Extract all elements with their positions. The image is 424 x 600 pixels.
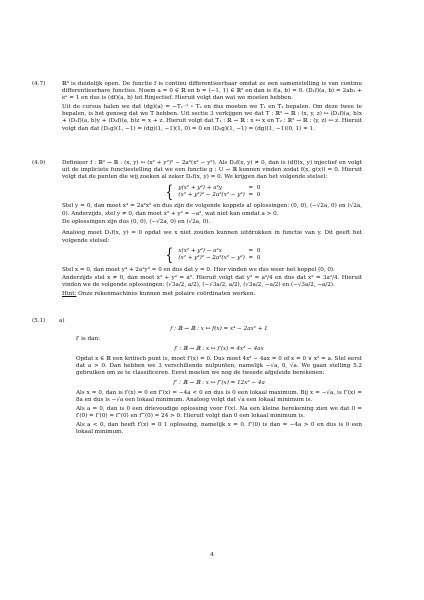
paragraph: Definieer f : ℝ² → ℝ : (x, y) ↦ (x² + y²)² − 2a²(x² − y²). Als D₂f(x, y) ≠ 0, dan is (df)(x, y) injectief en volgt uit de impliciete functiestelling dat we een functie g : U → ℝ kunnen vinden zodat f(x, g(x)) = 0. Hieruit volgt dat de punten die wij zoeken al zeker D₂f(x, y) = 0. We krijgen dan het volgende stelsel: xyxy=(62,160,362,181)
paragraph: Als a < 0, dan heeft f′(x) = 0 1 oplossing, namelijk x = 0. f″(0) is dan = −4a > 0 en dus is 0 een lokaal minimum. xyxy=(76,421,362,435)
hint-text: Onze rekenmachines kunnen met polaire coördinaten werken. xyxy=(76,291,256,298)
exercise-4-9 xyxy=(32,160,362,300)
equation-rhs: 0 xyxy=(256,192,261,199)
paragraph: Opdat x ∈ ℝ een kritisch punt is, moet f′(x) = 0. Dus moet 4x³ − 4ax = 0 of x = 0 ∨ x² = a. Stel eerst dat a > 0. Dan hebben we 3 verschillende nulpunten, namelijk −√a, 0, √a. We gaan stelling 5.2 gebruiken om ze te classificeren. Eerst moeten we nog de tweede afgeleide berekenen: xyxy=(76,356,362,377)
paragraph: Anderzijds stel x ≠ 0, dan moet x² + y² = a². Hieruit volgt dat y² = a²/4 en dus dat x² = 3a²/4. Hieruit vinden we de volgende oplossingen: (√3a/2, a/2), (−√3a/2, a/2), (√3a/2, −a/2) en (−√3a/2, −a/2). xyxy=(62,275,362,289)
subpart-a xyxy=(62,326,362,436)
equation-lhs: (x² + y²)² − 2a²(x² − y²) xyxy=(178,255,245,262)
exercise-4-7 xyxy=(32,81,362,134)
equals-sign: = xyxy=(248,184,254,191)
paragraph: Stel x = 0, dan moet y⁴ + 2a²y² = 0 en dus dat y = 0. Hier vinden we dus weer het koppel (0, 0). xyxy=(62,266,335,273)
paragraph: Stel y = 0, dan moet x⁴ = 2a²x² en dus zijn de volgende koppels al oplossingen: (0, 0), (−√2a, 0) en (√2a, 0). Anderzijds, stel y ≠ 0, dan moet x² + y² = −a², wat niet kan omdat a > 0. xyxy=(62,203,362,217)
brace: { xyxy=(165,182,173,203)
equation-rhs: 0 xyxy=(256,184,261,191)
exercise-number: (4.9) xyxy=(32,160,46,166)
display-equation: f′ : ℝ → ℝ : x ↦ f′(x) = 4x³ − 4ax xyxy=(174,345,264,352)
hint-label: Hint: xyxy=(62,291,77,298)
equation-rhs: 0 xyxy=(256,247,261,254)
exercise-number: (5.1) xyxy=(32,318,46,324)
paragraph: f′ is dan: xyxy=(76,336,100,343)
paragraph: Analoog moet D₁f(x, y) = 0 opdat we x niet zouden kunnen uitdrukken in functie van y. Dit geeft het volgende stelsel: xyxy=(62,230,362,244)
equation-system xyxy=(62,245,362,266)
exercise-5-1 xyxy=(32,318,362,437)
equals-sign: = xyxy=(248,247,254,254)
hint xyxy=(62,291,362,298)
equals-sign: = xyxy=(248,255,254,262)
exercise-number: (4.7) xyxy=(32,81,46,87)
paragraph: Als x = 0, dan is f′(x) = 0 en f″(x) = −4a < 0 en dus is 0 een lokaal maximum. Bij x = −√a, is f″(x) = 8a en dus is −√a een lokaal minimum. Analoog volgt dat √a een lokaal minimum is. xyxy=(76,390,362,404)
equals-sign: = xyxy=(248,192,254,199)
paragraph: Als a = 0, dan is 0 een drievoudige oplossing voor f′(x). Na een kleine berekening zien we dat 0 = f′(0) = f″(0) = f‴(0) en f⁗(0) = 24 > 0. Hieruit volgt dan 0 een lokaal minimum is. xyxy=(76,405,362,420)
paragraph: De oplossingen zijn dus (0, 0), (−√2a, 0) en (√2a, 0). xyxy=(62,219,211,226)
paragraph: ℝ³ is duidelijk open. De functie f is continu differentieerbaar omdat ze een samenstelling is van continu differentieerbare functies. Noem a = 0 ∈ ℝ en b = (−1, 1) ∈ ℝ² en dan is f(a, b) = 0. (D₁f)(a, b) = 2ab₁ + eᵃ = 1 en dus is (df)(a, b) tot Rinjectief. Hieruit volgt dan wat we moeten hebben. xyxy=(62,81,362,102)
equation-lhs: y(x² + y²) + a²y xyxy=(178,184,222,191)
subpart-label: a) xyxy=(59,318,65,324)
equation-lhs: (x² + y²)² − 2a²(x² − y²) xyxy=(178,192,245,199)
display-equation: f″ : ℝ → ℝ : x ↦ f″(x) = 12x² − 4a xyxy=(173,379,265,386)
display-equation: f : ℝ → ℝ : x ↦ f(x) = x⁴ − 2ax² + 1 xyxy=(170,326,268,332)
page-number: 4 xyxy=(210,552,214,558)
paragraph: Uit de cursus halen we dat (dg)(a) = −T₁⁻¹ ∘ T₂ en dus moeten we T₁ en T₂ bepalen. Om deze twee te bepalen, is het genoeg dat we T hebben. Uit sectie 3 verkijgen we dat T : ℝ³ → ℝ : (x, y, z) ↦ (D₁f)(a, b)x + (D₂f)(a, b)y + (D₃f)(a, b)z = x + z. Hieruit volgt dat T₁ : ℝ → ℝ : x ↦ x en T₂ : ℝ² → ℝ : (y, z) ↦ z. Hieruit volgt dan dat (D₁g)(1, −1) = (dg)(1, −1)(1, 0) = 0 en (D₂g)(1, −1) = (dg)(1, −1)(0, 1) = 1. xyxy=(62,104,362,132)
equation-lhs: x(x² + y²) − a²x xyxy=(178,247,222,254)
brace: { xyxy=(165,245,173,266)
equation-system xyxy=(62,182,362,203)
equation-rhs: 0 xyxy=(256,255,261,262)
